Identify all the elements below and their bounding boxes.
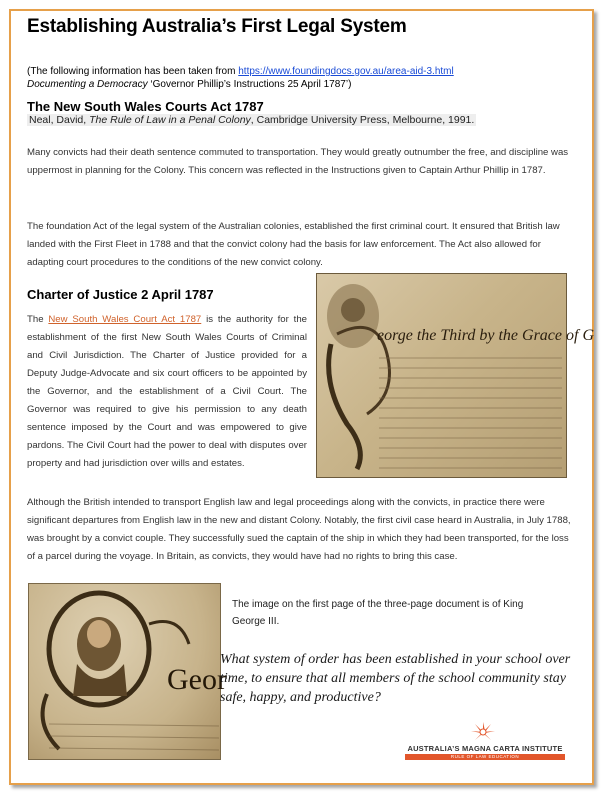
- logo-name: AUSTRALIA’S MAGNA CARTA INSTITUTE: [407, 744, 563, 753]
- paragraph-charter: [27, 311, 307, 473]
- charter-script-text: eorge the Third by the Grace of G: [377, 327, 594, 344]
- image-caption: The image on the first page of the three-page document is of King George III.: [232, 599, 524, 627]
- paragraph-foundation-act: The foundation Act of the legal system of the Australian colonies, established the first criminal court. It ensured that British law landed with the First Fleet in 1788 and that the convict colony had the basis for law enforcement. The Act also allowed for adapting court procedures to the conditions of the new convict colony.: [27, 221, 560, 268]
- source-document-title: ‘Governor Phillip’s Instructions 25 April 1787’): [147, 79, 352, 90]
- page-title: Establishing Australia’s First Legal System: [27, 16, 407, 37]
- source-line-1: [27, 66, 454, 77]
- citation-title: The Rule of Law in a Penal Colony: [89, 114, 251, 126]
- citation: [27, 114, 476, 126]
- charter-prefix: The: [27, 314, 49, 325]
- king-script-text: Geor: [167, 663, 227, 696]
- source-line-2: [27, 79, 351, 90]
- section-heading-courts-act: The New South Wales Courts Act 1787: [27, 99, 264, 114]
- section-heading-charter: Charter of Justice 2 April 1787: [27, 287, 214, 302]
- citation-author: Neal, David,: [29, 114, 90, 126]
- magna-carta-logo: [405, 722, 565, 760]
- discussion-question: What system of order has been established in your school over time, to ensure that all members of the school community stay safe, happy, and productive?: [220, 652, 571, 705]
- paragraph-first-civil-case: Although the British intended to transport English law and legal proceedings along with the convicts, in practice there were significant departures from English law in the new and distant Colony. Notably, the first civil case heard in Australia, in July 1788, was brought by a convict couple. They successfully sued the captain of the ship in which they had been transported, for the loss of a parcel during the voyage. In Britain, as convicts, they would have had no rights to bring this case.: [27, 497, 571, 562]
- logo-tagline: RULE OF LAW EDUCATION: [405, 754, 565, 760]
- charter-illustration: [317, 274, 594, 479]
- source-prefix: (The following information has been taken from: [27, 66, 239, 77]
- court-act-link[interactable]: New South Wales Court Act 1787: [48, 314, 202, 325]
- logo-sunburst-icon: [471, 722, 495, 742]
- charter-of-justice-image: [316, 273, 594, 478]
- source-publication: Documenting a Democracy: [27, 79, 148, 90]
- charter-body: is the authority for the establishment of the first New South Wales Courts of Criminal and Civil Jurisdiction. The Charter of Justice provided for a Deputy Judge-Advocate and six court officers to be appointed by the Governor, and the establishment of a Civil Court. The Governor was required to give his permission to any death sentence imposed by the Court and was empowered to give pardons. The Civil Court had the power to deal with disputes over property and had jurisdiction over wills and estates.: [27, 314, 308, 469]
- king-george-image: [28, 583, 227, 760]
- citation-publisher: , Cambridge University Press, Melbourne, 1991.: [250, 114, 475, 126]
- king-portrait-illustration: [29, 584, 227, 761]
- source-url-link[interactable]: https://www.foundingdocs.gov.au/area-aid-3.html: [238, 66, 454, 77]
- paragraph-convicts: Many convicts had their death sentence commuted to transportation. They would greatly outnumber the free, and discipline was uppermost in planning for the Colony. This concern was reflected in the Instructions given to Captain Arthur Phillip in 1787.: [27, 147, 569, 176]
